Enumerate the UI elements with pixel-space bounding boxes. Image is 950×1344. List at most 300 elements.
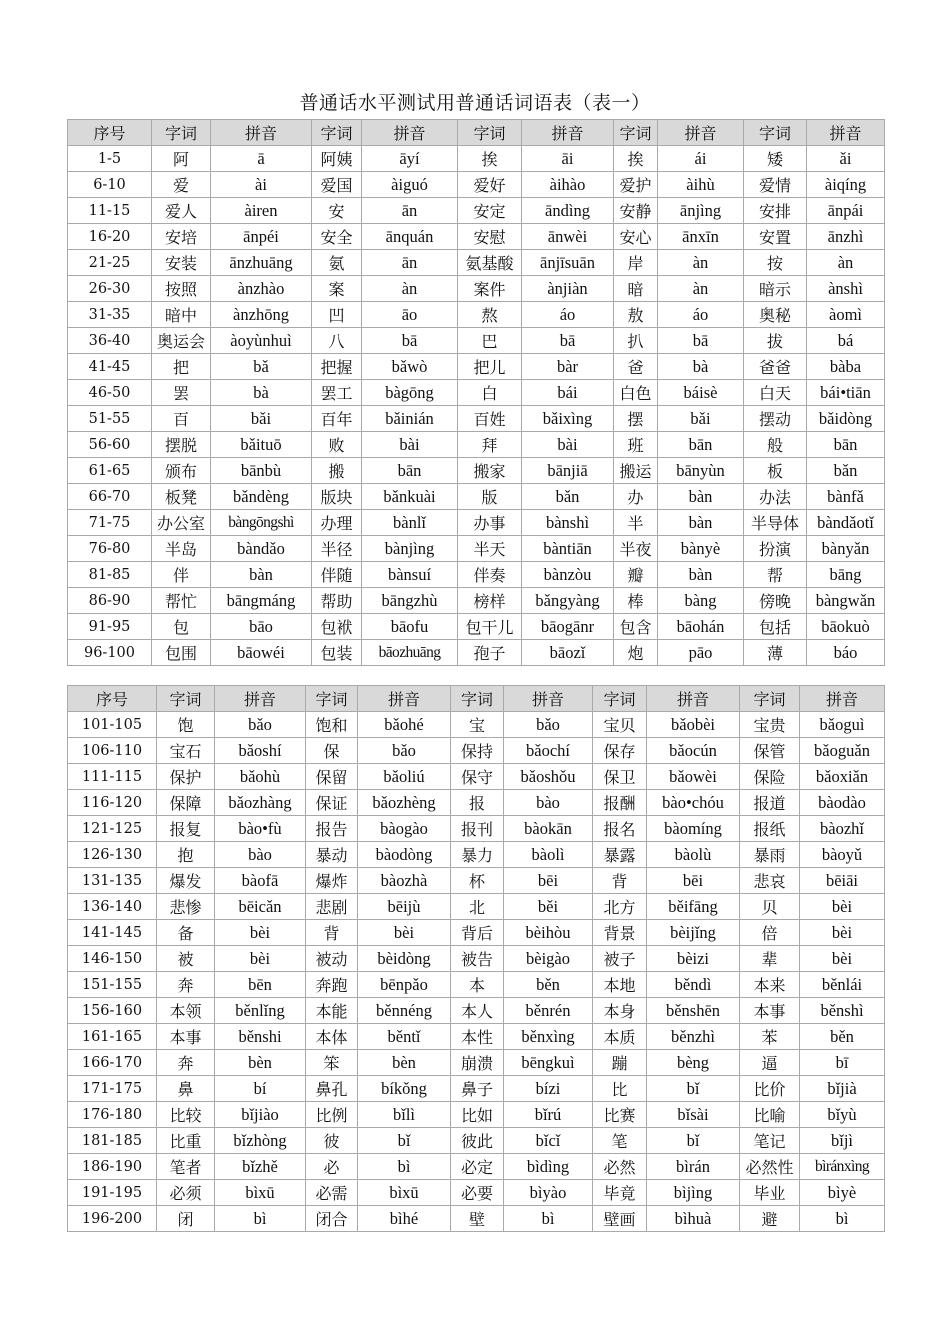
pinyin-cell: bāogānr <box>522 614 614 640</box>
pinyin-cell: bēi <box>504 868 593 894</box>
word-cell: 把握 <box>312 354 362 380</box>
pinyin-cell: bǎnkuài <box>362 484 458 510</box>
pinyin-cell: áo <box>522 302 614 328</box>
word-cell: 杯 <box>451 868 504 894</box>
word-cell: 被 <box>157 946 215 972</box>
pinyin-cell: bǎituō <box>211 432 312 458</box>
column-header: 字词 <box>152 120 211 146</box>
pinyin-cell: bào <box>504 790 593 816</box>
pinyin-cell: bā <box>522 328 614 354</box>
word-cell: 搬家 <box>458 458 522 484</box>
pinyin-cell: bǎoxiǎn <box>800 764 885 790</box>
pinyin-cell: bǎi <box>211 406 312 432</box>
word-cell: 般 <box>744 432 807 458</box>
word-cell: 氨 <box>312 250 362 276</box>
word-cell: 宝贵 <box>740 712 800 738</box>
pinyin-cell: bǐyù <box>800 1102 885 1128</box>
column-header: 字词 <box>458 120 522 146</box>
pinyin-cell: àoyùnhuì <box>211 328 312 354</box>
pinyin-cell: běnshi <box>215 1024 306 1050</box>
sequence-cell: 121-125 <box>68 816 157 842</box>
table-row <box>68 406 885 432</box>
word-cell: 必需 <box>306 1180 358 1206</box>
column-header: 序号 <box>68 120 152 146</box>
word-cell: 保留 <box>306 764 358 790</box>
pinyin-cell: běnlái <box>800 972 885 998</box>
word-cell: 包装 <box>312 640 362 666</box>
pinyin-cell: bànshì <box>522 510 614 536</box>
word-cell: 备 <box>157 920 215 946</box>
word-cell: 保守 <box>451 764 504 790</box>
word-cell: 办理 <box>312 510 362 536</box>
column-header: 字词 <box>451 686 504 712</box>
pinyin-cell: běnrén <box>504 998 593 1024</box>
pinyin-cell: bānbù <box>211 458 312 484</box>
word-table-2 <box>67 685 885 1232</box>
sequence-cell: 1-5 <box>68 146 152 172</box>
word-cell: 矮 <box>744 146 807 172</box>
pinyin-cell: bàn <box>658 562 744 588</box>
word-cell: 背 <box>593 868 647 894</box>
pinyin-cell: āndìng <box>522 198 614 224</box>
word-cell: 爸 <box>614 354 658 380</box>
word-cell: 抱 <box>157 842 215 868</box>
word-cell: 敖 <box>614 302 658 328</box>
pinyin-cell: bìyào <box>504 1180 593 1206</box>
word-cell: 保存 <box>593 738 647 764</box>
table-row <box>68 738 885 764</box>
word-cell: 办事 <box>458 510 522 536</box>
pinyin-cell: àn <box>658 250 744 276</box>
sequence-cell: 181-185 <box>68 1128 157 1154</box>
pinyin-cell: bàr <box>522 354 614 380</box>
word-cell: 扮演 <box>744 536 807 562</box>
pinyin-cell: àn <box>658 276 744 302</box>
word-cell: 保护 <box>157 764 215 790</box>
pinyin-cell: bǎochí <box>504 738 593 764</box>
pinyin-cell: bǎoguǎn <box>800 738 885 764</box>
word-cell: 阿姨 <box>312 146 362 172</box>
table-header-row <box>68 120 885 146</box>
word-cell: 比价 <box>740 1076 800 1102</box>
word-cell: 帮 <box>744 562 807 588</box>
word-cell: 按 <box>744 250 807 276</box>
pinyin-cell: bǎozhàng <box>215 790 306 816</box>
table-row <box>68 302 885 328</box>
pinyin-cell: bèihòu <box>504 920 593 946</box>
pinyin-cell: bāozhuāng <box>362 640 458 666</box>
pinyin-cell: bànyǎn <box>807 536 885 562</box>
pinyin-cell: ái <box>658 146 744 172</box>
word-cell: 保险 <box>740 764 800 790</box>
word-cell: 爱人 <box>152 198 211 224</box>
pinyin-cell: bēiāi <box>800 868 885 894</box>
word-cell: 爱国 <box>312 172 362 198</box>
pinyin-cell: bàgōng <box>362 380 458 406</box>
table-row <box>68 946 885 972</box>
pinyin-cell: bèigào <box>504 946 593 972</box>
word-cell: 背后 <box>451 920 504 946</box>
word-cell: 把儿 <box>458 354 522 380</box>
table-row <box>68 790 885 816</box>
column-header: 拼音 <box>358 686 451 712</box>
word-cell: 安置 <box>744 224 807 250</box>
pinyin-cell: běifāng <box>647 894 740 920</box>
table-row <box>68 458 885 484</box>
pinyin-cell: àihào <box>522 172 614 198</box>
sequence-cell: 166-170 <box>68 1050 157 1076</box>
word-cell: 安定 <box>458 198 522 224</box>
word-cell: 百年 <box>312 406 362 432</box>
pinyin-cell: běi <box>504 894 593 920</box>
column-header: 拼音 <box>522 120 614 146</box>
word-cell: 包 <box>152 614 211 640</box>
table-row <box>68 276 885 302</box>
pinyin-cell: bǎocún <box>647 738 740 764</box>
pinyin-cell: bèng <box>647 1050 740 1076</box>
pinyin-cell: āo <box>362 302 458 328</box>
column-header: 拼音 <box>800 686 885 712</box>
pinyin-cell: bǎoshǒu <box>504 764 593 790</box>
pinyin-cell: bèi <box>800 920 885 946</box>
word-cell: 百姓 <box>458 406 522 432</box>
table-row <box>68 614 885 640</box>
word-cell: 伴随 <box>312 562 362 588</box>
column-header: 字词 <box>312 120 362 146</box>
pinyin-cell: bànfǎ <box>807 484 885 510</box>
pinyin-cell: bízi <box>504 1076 593 1102</box>
pinyin-cell: běndì <box>647 972 740 998</box>
column-header: 字词 <box>306 686 358 712</box>
pinyin-cell: bàng <box>658 588 744 614</box>
pinyin-cell: bànzòu <box>522 562 614 588</box>
pinyin-cell: bèidòng <box>358 946 451 972</box>
sequence-cell: 16-20 <box>68 224 152 250</box>
word-cell: 饱和 <box>306 712 358 738</box>
word-cell: 帮忙 <box>152 588 211 614</box>
column-header: 拼音 <box>807 120 885 146</box>
word-cell: 氨基酸 <box>458 250 522 276</box>
pinyin-cell: ānquán <box>362 224 458 250</box>
pinyin-cell: bāowéi <box>211 640 312 666</box>
pinyin-cell: bānyùn <box>658 458 744 484</box>
word-cell: 安静 <box>614 198 658 224</box>
pinyin-cell: báo <box>807 640 885 666</box>
pinyin-cell: ài <box>211 172 312 198</box>
pinyin-cell: bái <box>522 380 614 406</box>
sequence-cell: 6-10 <box>68 172 152 198</box>
pinyin-cell: běnshēn <box>647 998 740 1024</box>
pinyin-cell: bǐjià <box>800 1076 885 1102</box>
pinyin-cell: bāngmáng <box>211 588 312 614</box>
pinyin-cell: ǎi <box>807 146 885 172</box>
sequence-cell: 81-85 <box>68 562 152 588</box>
word-cell: 背 <box>306 920 358 946</box>
column-header: 字词 <box>740 686 800 712</box>
pinyin-cell: bǎobèi <box>647 712 740 738</box>
word-cell: 被告 <box>451 946 504 972</box>
pinyin-cell: ānwèi <box>522 224 614 250</box>
word-cell: 保持 <box>451 738 504 764</box>
column-header: 字词 <box>614 120 658 146</box>
table-row <box>68 224 885 250</box>
word-cell: 半天 <box>458 536 522 562</box>
pinyin-cell: bā <box>658 328 744 354</box>
pinyin-cell: ànzhōng <box>211 302 312 328</box>
pinyin-cell: ānjīsuān <box>522 250 614 276</box>
word-cell: 本质 <box>593 1024 647 1050</box>
word-cell: 安全 <box>312 224 362 250</box>
word-cell: 岸 <box>614 250 658 276</box>
word-cell: 版块 <box>312 484 362 510</box>
pinyin-cell: bān <box>807 432 885 458</box>
pinyin-cell: bái•tiān <box>807 380 885 406</box>
word-cell: 本能 <box>306 998 358 1024</box>
table-row <box>68 842 885 868</box>
pinyin-cell: ànzhào <box>211 276 312 302</box>
sequence-cell: 196-200 <box>68 1206 157 1232</box>
word-cell: 比较 <box>157 1102 215 1128</box>
pinyin-cell: bēijù <box>358 894 451 920</box>
word-cell: 倍 <box>740 920 800 946</box>
word-cell: 报道 <box>740 790 800 816</box>
word-cell: 必定 <box>451 1154 504 1180</box>
word-cell: 爆炸 <box>306 868 358 894</box>
word-cell: 安心 <box>614 224 658 250</box>
table-row <box>68 998 885 1024</box>
pinyin-cell: bēnpǎo <box>358 972 451 998</box>
pinyin-cell: bǐcǐ <box>504 1128 593 1154</box>
pinyin-cell: bàn <box>658 484 744 510</box>
sequence-cell: 126-130 <box>68 842 157 868</box>
pinyin-cell: āi <box>522 146 614 172</box>
sequence-cell: 31-35 <box>68 302 152 328</box>
word-cell: 奔 <box>157 1050 215 1076</box>
table-row <box>68 510 885 536</box>
pinyin-cell: bìránxìng <box>800 1154 885 1180</box>
word-cell: 贝 <box>740 894 800 920</box>
sequence-cell: 36-40 <box>68 328 152 354</box>
word-cell: 暴力 <box>451 842 504 868</box>
column-header: 序号 <box>68 686 157 712</box>
pinyin-cell: bǎozhèng <box>358 790 451 816</box>
pinyin-cell: bǐ <box>358 1128 451 1154</box>
pinyin-cell: bàngōngshì <box>211 510 312 536</box>
sequence-cell: 41-45 <box>68 354 152 380</box>
word-cell: 报酬 <box>593 790 647 816</box>
word-cell: 本地 <box>593 972 647 998</box>
word-cell: 包干儿 <box>458 614 522 640</box>
sequence-cell: 156-160 <box>68 998 157 1024</box>
pinyin-cell: bǎn <box>522 484 614 510</box>
table-body <box>68 712 885 1232</box>
pinyin-cell: àn <box>807 250 885 276</box>
pinyin-cell: ānxīn <box>658 224 744 250</box>
word-cell: 比例 <box>306 1102 358 1128</box>
word-cell: 半夜 <box>614 536 658 562</box>
pinyin-cell: bèijǐng <box>647 920 740 946</box>
word-cell: 宝贝 <box>593 712 647 738</box>
pinyin-cell: bǎoshí <box>215 738 306 764</box>
word-cell: 棒 <box>614 588 658 614</box>
pinyin-cell: bá <box>807 328 885 354</box>
table-body <box>68 146 885 666</box>
word-cell: 笔记 <box>740 1128 800 1154</box>
pinyin-cell: ān <box>362 198 458 224</box>
word-cell: 案 <box>312 276 362 302</box>
pinyin-cell: bèi <box>358 920 451 946</box>
sequence-cell: 11-15 <box>68 198 152 224</box>
word-cell: 包围 <box>152 640 211 666</box>
sequence-cell: 136-140 <box>68 894 157 920</box>
word-cell: 半 <box>614 510 658 536</box>
sequence-cell: 21-25 <box>68 250 152 276</box>
word-cell: 笨 <box>306 1050 358 1076</box>
word-cell: 比重 <box>157 1128 215 1154</box>
word-cell: 彼 <box>306 1128 358 1154</box>
word-cell: 挨 <box>458 146 522 172</box>
column-header: 字词 <box>157 686 215 712</box>
pinyin-cell: bì <box>358 1154 451 1180</box>
sequence-cell: 26-30 <box>68 276 152 302</box>
pinyin-cell: bēicǎn <box>215 894 306 920</box>
pinyin-cell: bì <box>504 1206 593 1232</box>
pinyin-cell: àomì <box>807 302 885 328</box>
word-cell: 瓣 <box>614 562 658 588</box>
sequence-cell: 176-180 <box>68 1102 157 1128</box>
pinyin-cell: bàntiān <box>522 536 614 562</box>
pinyin-cell: àn <box>362 276 458 302</box>
table-row <box>68 1154 885 1180</box>
page-title: 普通话水平测试用普通话词语表（表一） <box>299 92 651 114</box>
word-cell: 奔跑 <box>306 972 358 998</box>
word-cell: 苯 <box>740 1024 800 1050</box>
table-row <box>68 1076 885 1102</box>
word-cell: 摆脱 <box>152 432 211 458</box>
word-cell: 摆 <box>614 406 658 432</box>
table-row <box>68 894 885 920</box>
pinyin-cell: ān <box>362 250 458 276</box>
word-cell: 安 <box>312 198 362 224</box>
pinyin-cell: bǎohé <box>358 712 451 738</box>
word-cell: 闭 <box>157 1206 215 1232</box>
word-cell: 摆动 <box>744 406 807 432</box>
word-cell: 被动 <box>306 946 358 972</box>
pinyin-cell: àiguó <box>362 172 458 198</box>
word-cell: 被子 <box>593 946 647 972</box>
sequence-cell: 91-95 <box>68 614 152 640</box>
pinyin-cell: bàolù <box>647 842 740 868</box>
pinyin-cell: bāofu <box>362 614 458 640</box>
pinyin-cell: bàomíng <box>647 816 740 842</box>
pinyin-cell: bǐzhě <box>215 1154 306 1180</box>
pinyin-cell: bìxū <box>215 1180 306 1206</box>
pinyin-cell: bāozǐ <box>522 640 614 666</box>
pinyin-cell: bēn <box>215 972 306 998</box>
pinyin-cell: bàodòng <box>358 842 451 868</box>
word-cell: 罢工 <box>312 380 362 406</box>
pinyin-cell: bǐ <box>647 1128 740 1154</box>
table-row <box>68 484 885 510</box>
word-cell: 宝 <box>451 712 504 738</box>
pinyin-cell: bǐrú <box>504 1102 593 1128</box>
word-cell: 炮 <box>614 640 658 666</box>
word-cell: 壁画 <box>593 1206 647 1232</box>
pinyin-cell: běn <box>504 972 593 998</box>
word-cell: 按照 <box>152 276 211 302</box>
pinyin-cell: bàn <box>658 510 744 536</box>
pinyin-cell: bìjìng <box>647 1180 740 1206</box>
word-cell: 辈 <box>740 946 800 972</box>
word-cell: 办 <box>614 484 658 510</box>
word-cell: 暗 <box>614 276 658 302</box>
table-row <box>68 816 885 842</box>
sequence-cell: 86-90 <box>68 588 152 614</box>
pinyin-cell: bà <box>658 354 744 380</box>
word-cell: 本体 <box>306 1024 358 1050</box>
pinyin-cell: bèi <box>800 946 885 972</box>
table-row <box>68 172 885 198</box>
word-cell: 颁布 <box>152 458 211 484</box>
pinyin-cell: bā <box>362 328 458 354</box>
pinyin-cell: bàozhǐ <box>800 816 885 842</box>
pinyin-cell: bāngzhù <box>362 588 458 614</box>
pinyin-cell: bàndǎotǐ <box>807 510 885 536</box>
table-row <box>68 536 885 562</box>
word-cell: 爱护 <box>614 172 658 198</box>
word-cell: 鼻孔 <box>306 1076 358 1102</box>
word-cell: 八 <box>312 328 362 354</box>
pinyin-cell: àiqíng <box>807 172 885 198</box>
pinyin-cell: bànjìng <box>362 536 458 562</box>
pinyin-cell: bǎo <box>504 712 593 738</box>
pinyin-cell: bìxū <box>358 1180 451 1206</box>
word-cell: 拜 <box>458 432 522 458</box>
word-cell: 阿 <box>152 146 211 172</box>
word-cell: 暴露 <box>593 842 647 868</box>
word-cell: 毕竟 <box>593 1180 647 1206</box>
word-cell: 崩溃 <box>451 1050 504 1076</box>
pinyin-cell: běnnéng <box>358 998 451 1024</box>
word-cell: 白 <box>458 380 522 406</box>
pinyin-cell: bāo <box>211 614 312 640</box>
sequence-cell: 106-110 <box>68 738 157 764</box>
sequence-cell: 191-195 <box>68 1180 157 1206</box>
pinyin-cell: bǐjì <box>800 1128 885 1154</box>
pinyin-cell: bàolì <box>504 842 593 868</box>
pinyin-cell: bǎ <box>211 354 312 380</box>
pinyin-cell: bèi <box>215 920 306 946</box>
pinyin-cell: bànlǐ <box>362 510 458 536</box>
word-cell: 搬 <box>312 458 362 484</box>
word-cell: 报纸 <box>740 816 800 842</box>
pinyin-cell: bèn <box>358 1050 451 1076</box>
table-row <box>68 328 885 354</box>
pinyin-cell: bǎidòng <box>807 406 885 432</box>
word-cell: 半岛 <box>152 536 211 562</box>
column-header: 拼音 <box>362 120 458 146</box>
pinyin-cell: bàozhà <box>358 868 451 894</box>
pinyin-cell: áo <box>658 302 744 328</box>
word-cell: 安排 <box>744 198 807 224</box>
pinyin-cell: ānpái <box>807 198 885 224</box>
table-row <box>68 1128 885 1154</box>
word-cell: 办公室 <box>152 510 211 536</box>
word-cell: 爱好 <box>458 172 522 198</box>
pinyin-cell: bǎohù <box>215 764 306 790</box>
word-cell: 本事 <box>740 998 800 1024</box>
word-cell: 保 <box>306 738 358 764</box>
